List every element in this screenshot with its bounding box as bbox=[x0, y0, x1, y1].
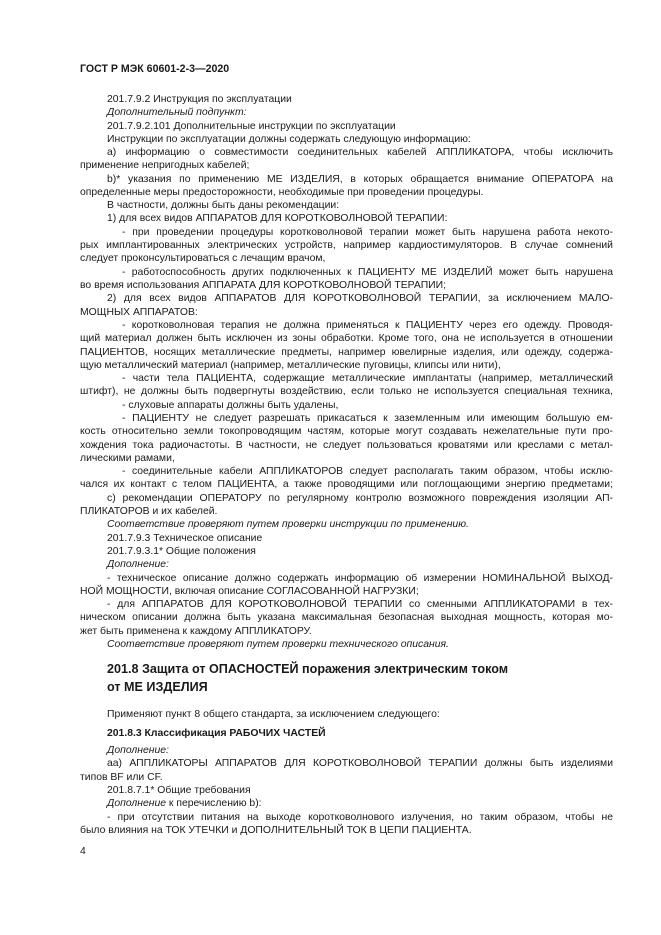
body-line: b)* указания по применению МЕ ИЗДЕЛИЯ, в которых обращается внимание ОПЕРАТОРА на bbox=[107, 174, 613, 185]
body-line: щий материал должен быть исключен из зоны обработки. Кроме того, она не используется в отношении bbox=[80, 333, 613, 344]
body-line: типов BF или CF. bbox=[80, 772, 163, 783]
body-line: 201.7.9.2.101 Дополнительные инструкции по эксплуатации bbox=[107, 121, 396, 132]
body-line: Соответствие проверяют путем проверки инструкции по применению. bbox=[107, 519, 469, 530]
subsection-heading: 201.8.3 Классификация РАБОЧИХ ЧАСТЕЙ bbox=[107, 728, 326, 739]
body-line: во время использования АППАРАТА ДЛЯ КОРОТКОВОЛНОВОЙ ТЕРАПИИ; bbox=[80, 280, 446, 291]
body-line: Дополнительный подпункт: bbox=[107, 107, 247, 118]
body-line: 201.7.9.2 Инструкция по эксплуатации bbox=[107, 94, 292, 105]
body-line: Дополнение: bbox=[107, 559, 169, 570]
body-line: 201.7.9.3.1* Общие положения bbox=[107, 546, 256, 557]
body-line: - слуховые аппараты должны быть удалены, bbox=[122, 400, 339, 411]
body-line: Дополнение к перечислению b): bbox=[107, 798, 262, 809]
body-line: 201.7.9.3 Техническое описание bbox=[107, 533, 263, 544]
body-line: штифт), не должны быть подвергнуты воздействию, если только не используется специальная техника, bbox=[80, 386, 613, 397]
body-line: рых имплантированных электрических устройств, например кардиостимуляторов. В случае сомнений bbox=[80, 240, 613, 251]
body-line: 2) для всех видов АППАРАТОВ ДЛЯ КОРОТКОВОЛНОВОЙ ТЕРАПИИ, за исключением МАЛО- bbox=[107, 293, 613, 304]
body-line: - для АППАРАТОВ ДЛЯ КОРОТКОВОЛНОВОЙ ТЕРАПИИ со сменными АППЛИКАТОРАМИ в тех- bbox=[107, 599, 613, 610]
section-heading: от МЕ ИЗДЕЛИЯ bbox=[107, 680, 208, 694]
body-line: Дополнение: bbox=[107, 745, 169, 756]
body-line: 201.8.7.1* Общие требования bbox=[107, 785, 251, 796]
body-line: - ПАЦИЕНТУ не следует разрешать прикасаться к заземленным или имеющим большую ем- bbox=[122, 413, 613, 424]
body-line: - части тела ПАЦИЕНТА, содержащие металлические имплантаты (например, металлический bbox=[122, 373, 613, 384]
running-header: ГОСТ Р МЭК 60601-2-3—2020 bbox=[80, 63, 230, 75]
body-line: Применяют пункт 8 общего стандарта, за исключением следующего: bbox=[107, 709, 440, 720]
body-line: аа) АППЛИКАТОРЫ АППАРАТОВ ДЛЯ КОРОТКОВОЛНОВОЙ ТЕРАПИИ должны быть изделиями bbox=[107, 758, 613, 769]
body-line: - соединительные кабели АППЛИКАТОРОВ следует располагать таким образом, чтобы исклю- bbox=[122, 466, 613, 477]
body-line: следует проконсультироваться с лечащим врачом, bbox=[80, 253, 326, 264]
body-line: НОЙ МОЩНОСТИ, включая описание СОГЛАСОВАННОЙ НАГРУЗКИ; bbox=[80, 586, 419, 597]
body-line: применение непригодных кабелей; bbox=[80, 160, 250, 171]
body-line: МОЩНЫХ АППАРАТОВ: bbox=[80, 307, 198, 318]
body-line: с) рекомендации ОПЕРАТОРУ по регулярному контролю возможного повреждения изоляции АП- bbox=[107, 493, 613, 504]
body-line: 1) для всех видов АППАРАТОВ ДЛЯ КОРОТКОВОЛНОВОЙ ТЕРАПИИ: bbox=[107, 213, 448, 224]
page-number: 4 bbox=[80, 846, 86, 857]
body-line: - коротковолновая терапия не должна применяться к ПАЦИЕНТУ через его одежду. Проводя- bbox=[122, 320, 613, 331]
body-line: щую металлический материал (например, металлические пуговицы, клипсы или нити), bbox=[80, 360, 501, 371]
body-line: определенные меры предосторожности, необходимые при проведении процедуры. bbox=[80, 187, 484, 198]
body-line: а) информацию о совместимости соединительных кабелей АППЛИКАТОРА, чтобы исключить bbox=[107, 147, 613, 158]
body-line: Инструкции по эксплуатации должны содержать следующую информацию: bbox=[107, 134, 471, 145]
body-line: хождения тока радиочастоты. В частности, не следует пользоваться кроватями или креслами с метал- bbox=[80, 440, 613, 451]
body-line: - работоспособность других подключенных к ПАЦИЕНТУ МЕ ИЗДЕЛИЙ может быть нарушена bbox=[122, 267, 613, 278]
body-line: - при проведении процедуры коротковолновой терапии может быть нарушена работа некото- bbox=[122, 227, 613, 238]
body-line: В частности, должны быть даны рекомендации: bbox=[107, 200, 340, 211]
body-line: жет быть применена к каждому АППЛИКАТОРУ. bbox=[80, 626, 312, 637]
body-line: было влияния на ТОК УТЕЧКИ и ДОПОЛНИТЕЛЬНЫЙ ТОК В ЦЕПИ ПАЦИЕНТА. bbox=[80, 825, 472, 836]
section-heading: 201.8 Защита от ОПАСНОСТЕЙ поражения электрическим током bbox=[107, 662, 509, 676]
body-line: - техническое описание должно содержать информацию об измерении НОМИНАЛЬНОЙ ВЫХОД- bbox=[107, 573, 613, 584]
body-line: ПАЦИЕНТОВ, носящих металлические предметы, например ювелирные изделия, или одежду, содержа- bbox=[80, 347, 613, 358]
body-line: ническом описании должна быть указана максимальная безопасная выходная мощность, которая мо- bbox=[80, 612, 613, 623]
body-line: лическими рамами, bbox=[80, 453, 175, 464]
body-line: ПЛИКАТОРОВ и их кабелей. bbox=[80, 506, 218, 517]
body-line: - при отсутствии питания на выходе коротковолнового излучения, но таким образом, чтобы не bbox=[107, 812, 613, 823]
body-line: Соответствие проверяют путем проверки технического описания. bbox=[107, 639, 449, 650]
body-line: кость относительно земли токопроводящим частям, которые могут создавать нежелательные пути про- bbox=[80, 426, 613, 437]
body-line: чался их контакт с телом ПАЦИЕНТА, а также проводящими или поглощающими энергию предметами; bbox=[80, 479, 613, 490]
